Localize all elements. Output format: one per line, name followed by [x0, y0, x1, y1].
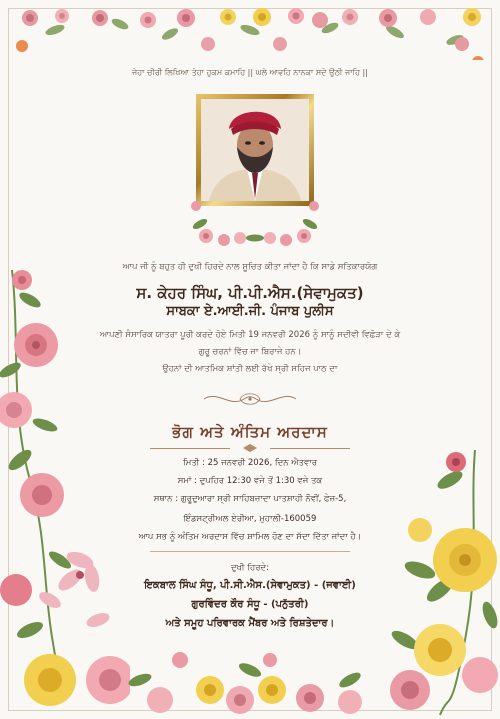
- divider-left: [150, 448, 230, 449]
- mourner-family-line: ਅਤੇ ਸਮੂਹ ਪਰਿਵਾਰਕ ਮੈਂਬਰ ਅਤੇ ਰਿਸ਼ਤੇਦਾਰ।: [165, 618, 335, 629]
- announcement-line-2: ਗੁਰੂ ਚਰਨਾਂ ਵਿੱਚ ਜਾ ਬਿਰਾਜੇ ਹਨ।: [198, 347, 302, 357]
- portrait-frame: [196, 94, 314, 206]
- ceremony-venue-line-2: ਇੰਡਸਟ੍ਰੀਅਲ ਏਰੀਆ, ਮੁਹਾਲੀ-160059: [183, 514, 317, 524]
- announcement-line-3: ਉਹਨਾਂ ਦੀ ਆਤਮਿਕ ਸ਼ਾਂਤੀ ਲਈ ਰੱਖੇ ਸ੍ਰੀ ਸਹਿਜ ਪਾਠ ਦਾ: [162, 364, 338, 374]
- mourner-name: ਗੁਰਵਿੰਦਰ ਕੌਰ ਸੰਧੂ - (ਪਨੁੱਤਰੀ): [191, 599, 309, 610]
- intro-text: ਆਪ ਜੀ ਨੂੰ ਬਹੁਤ ਹੀ ਦੁਖੀ ਹਿਰਦੇ ਨਾਲ ਸੂਚਿਤ ਕੀਤਾ ਜਾਂਦਾ ਹੈ ਕਿ ਸਾਡੇ ਸਤਿਕਾਰਯੋਗ: [122, 262, 378, 272]
- announcement-line-1: ਆਪਣੀ ਸੰਸਾਰਿਕ ਯਾਤਰਾ ਪੂਰੀ ਕਰਦੇ ਹੋਏ ਮਿਤੀ 19 ਜਨਵਰੀ 2026 ਨੂੰ ਸਾਨੂੰ ਸਦੀਵੀ ਵਿਛੋੜਾ ਦੇ ਕੇ: [99, 330, 401, 340]
- ceremony-date: ਮਿਤੀ : 25 ਜਨਵਰੀ 2026, ਦਿਨ ਐਤਵਾਰ: [183, 458, 317, 468]
- flourish-ornament: [200, 388, 300, 410]
- mourner-name: ਇਕਬਾਲ ਸਿੰਘ ਸੰਧੂ, ਪੀ.ਸੀ.ਐਸ.(ਸੇਵਾਮੁਕਤ) - (ਜਵਾਈ): [144, 580, 356, 591]
- ceremony-title: ਭੋਗ ਅਤੇ ਅੰਤਿਮ ਅਰਦਾਸ: [172, 423, 328, 441]
- ceremony-venue-line-1: ਸਥਾਨ : ਗੁਰੂਦੁਆਰਾ ਸ੍ਰੀ ਸਾਹਿਬਜ਼ਾਦਾ ਪਾਤਸ਼ਾਹੀ ਨੌਵੀਂ, ਫੇਜ਼-5,: [153, 494, 347, 504]
- top-floral-border-decoration: [0, 0, 500, 60]
- portrait-photo: [201, 99, 309, 201]
- divider-right: [270, 448, 350, 449]
- left-floral-decoration: [0, 260, 130, 719]
- section-divider: [150, 551, 350, 552]
- divider-ornament-icon: [242, 443, 258, 453]
- deceased-designation: ਸਾਬਕਾ ਏ.ਆਈ.ਜੀ. ਪੰਜਾਬ ਪੁਲੀਸ: [166, 304, 334, 319]
- mourners-title: ਦੁਖੀ ਹਿਰਦੇ:: [231, 563, 269, 573]
- ceremony-time: ਸਮਾਂ : ਦੁਪਹਿਰ 12:30 ਵਜੇ ਤੋਂ 1:30 ਵਜੇ ਤਕ: [177, 476, 323, 486]
- gurbani-verse: ਜੇਹਾ ਚੀਰੀ ਲਿਖਿਆ ਤੇਹਾ ਹੁਕਮ ਕਮਾਹਿ || ਘਲੇ ਆਵਹਿ ਨਾਨਕਾ ਸਦੇ ਉਠੀ ਜਾਹਿ ||: [132, 68, 368, 77]
- portrait-garland-decoration: [188, 194, 322, 248]
- deceased-name: ਸ. ਕੇਹਰ ਸਿੰਘ, ਪੀ.ਪੀ.ਐਸ.(ਸੇਵਾਮੁਕਤ): [136, 284, 364, 302]
- bottom-floral-decoration: [120, 640, 380, 719]
- ceremony-invite-line: ਆਪ ਸਭ ਨੂੰ ਅੰਤਿਮ ਅਰਦਾਸ ਵਿੱਚ ਸ਼ਾਮਿਲ ਹੋਣ ਦਾ ਸੱਦਾ ਦਿੱਤਾ ਜਾਂਦਾ ਹੈ।: [138, 532, 362, 542]
